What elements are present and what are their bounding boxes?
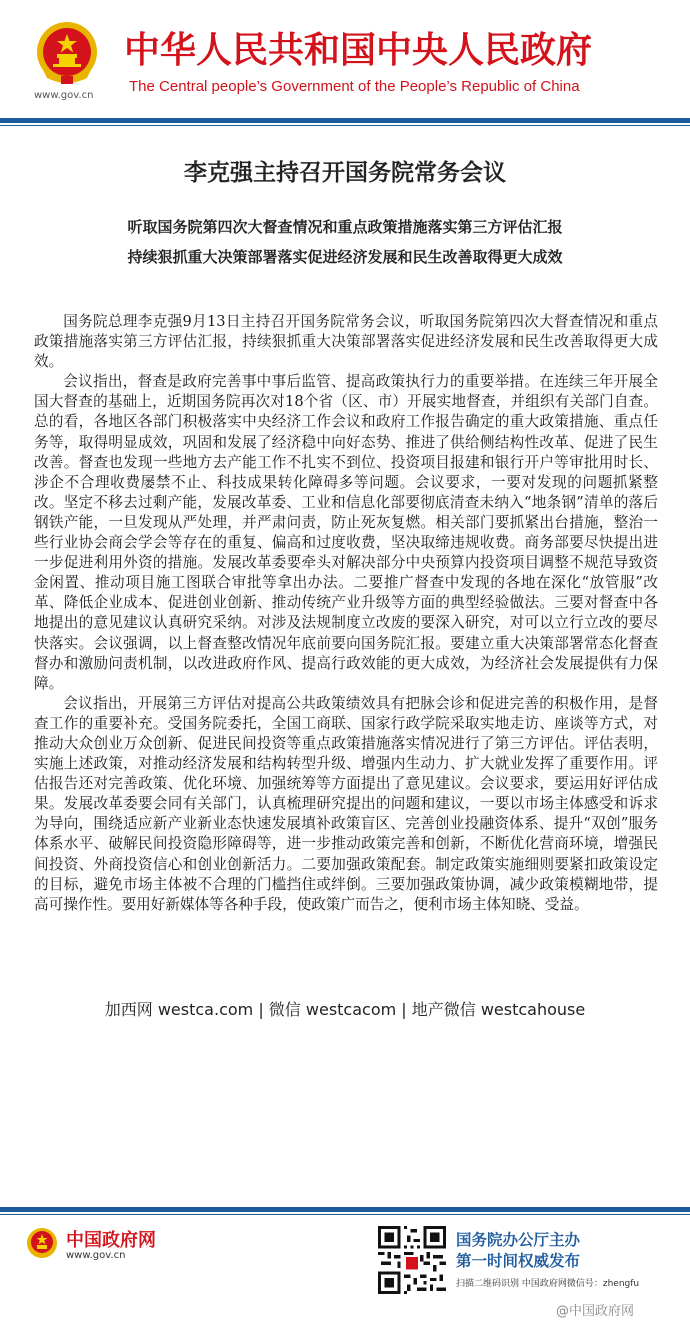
article-paragraph: 国务院总理李克强9月13日主持召开国务院常务会议，听取国务院第四次大督查情况和重点政策措施落实第三方评估汇报，持续狠抓重大决策部署落实促进经济发展和民生改善取得更大成效。 — [34, 313, 658, 371]
footer-emblem-icon — [26, 1227, 58, 1259]
footer-slogan-1: 国务院办公厅主办 — [456, 1231, 581, 1249]
article-paragraph: 会议指出，开展第三方评估对提高公共政策绩效具有把脉会诊和促进完善的积极作用，是督查工作的重要补充。受国务院委托，全国工商联、国家行政学院采取实地走访、座谈等方式，对推动大众创业万众创新、促进民间投资等重点政策措施落实情况进行了第三方评估。评估表明，实施上述政策，对推动经济发展和结构转型升级、增强内生动力、扩大就业发挥了重要作用。评估报告还对完善政策、优化环境、加强统筹等方面提出了意见建议。会议要求，要运用好评估成果。发展改革委要会同有关部门，认真梳理研究提出的问题和建议，一要以市场主体感受和诉求为导向，围绕适应新产业新业态快速发展填补政策盲区、完善创业投融资体系、提升“双创”服务体系水平、破解民间投资隐形障碍等，进一步推动政策完善和创新，不断优化营商环境，增强民间投资、外商投资信心和创业创新活力。二要加强政策配套。制定政策实施细则要紧扣政策设定的目标，避免市场主体被不合理的门槛挡住或绊倒。三要加强政策协调，减少政策模糊地带，提高可操作性。要用好新媒体等各种手段，使政策广而告之，便利市场主体知晓、受益。 — [34, 694, 658, 913]
footer-site-url[interactable]: www.gov.cn — [66, 1250, 126, 1261]
site-url[interactable]: www.gov.cn — [34, 90, 94, 101]
site-title-english: The Central people’s Government of the People’s Republic of China — [129, 78, 580, 95]
national-emblem-icon — [33, 20, 101, 86]
header-divider — [0, 118, 690, 123]
article-headline: 李克强主持召开国务院常务会议 — [184, 160, 506, 186]
footer-divider — [0, 1207, 690, 1212]
header-divider-thin — [0, 125, 690, 126]
article-subhead-2: 持续狠抓重大决策部署落实促进经济发展和民生改善取得更大成效 — [127, 248, 563, 266]
site-title: 中华人民共和国中央人民政府 — [124, 30, 593, 71]
qr-code-icon — [378, 1226, 446, 1294]
watermark-banner: 加西网 westca.com | 微信 westcacom | 地产微信 westcahouse — [0, 996, 690, 1023]
footer-divider-thin — [0, 1214, 690, 1215]
footer-scan-text: 扫描二维码识别 中国政府网微信号：zhengfu — [456, 1279, 640, 1289]
article-paragraph: 会议指出，督查是政府完善事中事后监管、提高政策执行力的重要举措。在连续三年开展全国大督查的基础上，近期国务院再次对18个省（区、市）开展实地督查，并组织有关部门自查。总的看，各地区各部门积极落实中央经济工作会议和政府工作报告确定的重大政策措施、重点任务等，取得明显成效，巩固和发展了经济稳中向好态势、推进了供给侧结构性改革、促进了民生改善。督查也发现一些地方去产能工作不扎实不到位、投资项目报建和银行开户等审批用时长、涉企不合理收费屡禁不止、科技成果转化障碍多等问题。会议要求，一要对发现的问题抓紧整改。坚定不移去过剩产能，发展改革委、工业和信息化部要彻底清查未纳入“地条钢”清单的落后钢铁产能，一旦发现从严处理，并严肃问责，防止死灰复燃。相关部门要抓紧出台措施，整治一些行业协会商会学会等存在的重复、偏高和过度收费，坚决取缔违规收费。商务部要尽快提出进一步促进利用外资的措施。发展改革委要牵头对解决部分中央预算内投资项目调整不规范导致资金闲置、推动项目施工图联合审批等拿出办法。二要推广督查中发现的各地在深化“放管服”改革、降低企业成本、促进创业创新、推动传统产业升级等方面的典型经验做法。三要对督查中各地提出的意见建议认真研究采纳。对涉及法规制度立改废的要深入研究，对可以立行立改的要尽快落实。会议强调，以上督查整改情况年底前要向国务院汇报。要建立重大决策部署常态化督查督办和激励问责机制，以改进政府作风、提高行政效能的更大成效，为经济社会发展提供有力保障。 — [34, 373, 658, 692]
footer-slogan-2: 第一时间权威发布 — [456, 1252, 581, 1270]
footer-site-name: 中国政府网 — [66, 1230, 156, 1251]
masthead — [0, 0, 690, 118]
article-body — [34, 312, 658, 915]
article-subhead-1: 听取国务院第四次大督查情况和重点政策措施落实第三方评估汇报 — [127, 218, 563, 236]
weibo-watermark: @中国政府网 — [556, 1304, 635, 1319]
